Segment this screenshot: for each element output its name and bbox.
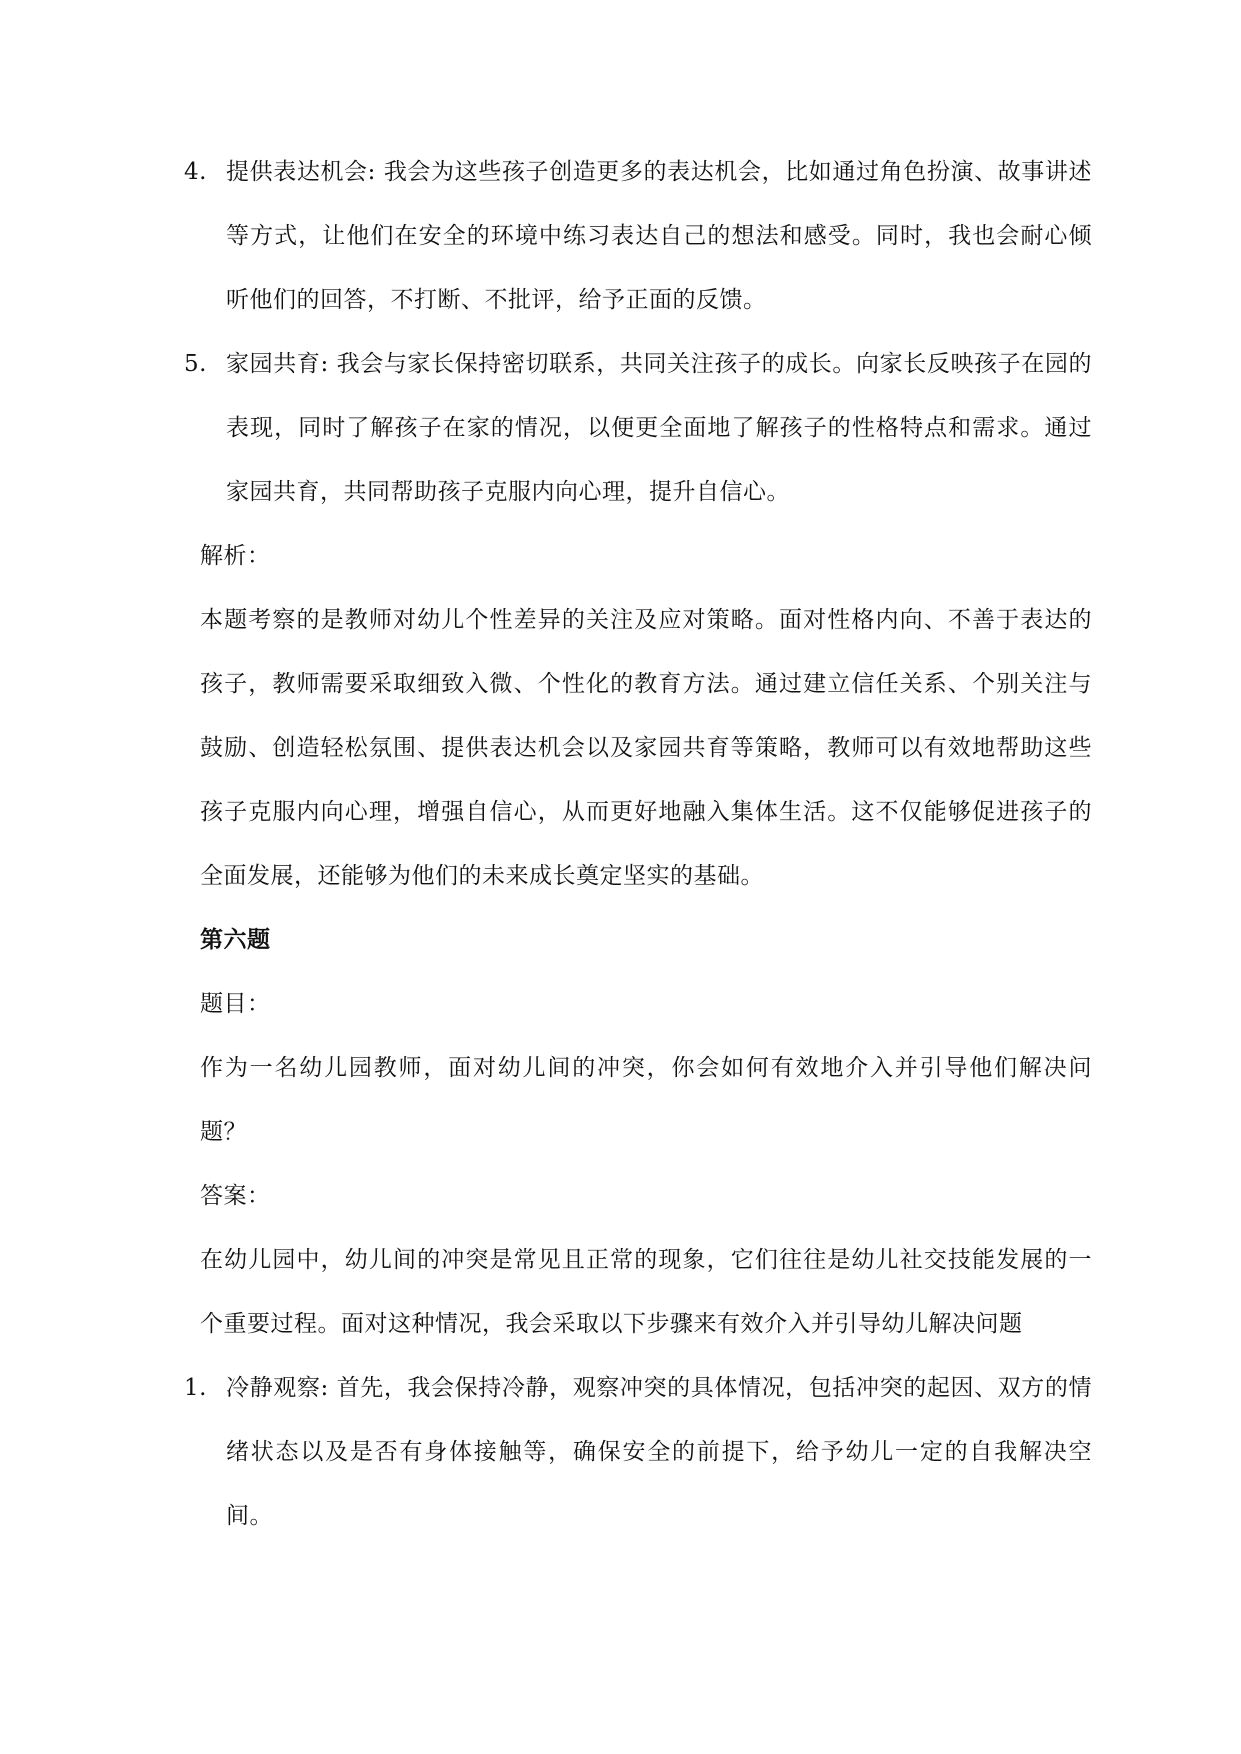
question-label: 题目： bbox=[200, 991, 271, 1017]
analysis-label: 解析： bbox=[200, 543, 271, 569]
section-heading: 第六题 bbox=[200, 926, 271, 953]
list-item-1 bbox=[184, 1356, 1092, 1548]
list-item-text: 我会为这些孩子创造更多的表达机会，比如通过角色扮演、故事讲述等方式，让他们在安全的环境中练习表达自己的想法和感受。同时，我也会耐心倾听他们的回答，不打断、不批评，给予正面的反馈。 bbox=[226, 159, 1092, 313]
list-item-text: 首先，我会保持冷静，观察冲突的具体情况，包括冲突的起因、双方的情绪状态以及是否有身体接触等，确保安全的前提下，给予幼儿一定的自我解决空间。 bbox=[226, 1375, 1092, 1529]
answer-paragraph: 在幼儿园中，幼儿间的冲突是常见且正常的现象，它们往往是幼儿社交技能发展的一个重要过程。面对这种情况，我会采取以下步骤来有效介入并引导幼儿解决问题 bbox=[200, 1247, 1092, 1337]
list-item-4 bbox=[184, 140, 1092, 332]
list-number: 4. bbox=[184, 159, 207, 185]
list-number: 5. bbox=[184, 351, 207, 377]
list-number: 1. bbox=[184, 1375, 207, 1401]
list-item-text: 我会与家长保持密切联系，共同关注孩子的成长。向家长反映孩子在园的表现，同时了解孩子在家的情况，以便更全面地了解孩子的性格特点和需求。通过家园共育，共同帮助孩子克服内向心理，提升自信心。 bbox=[226, 351, 1092, 505]
list-item-label: 提供表达机会: bbox=[226, 159, 376, 185]
answer-label: 答案： bbox=[200, 1183, 271, 1209]
question-paragraph: 作为一名幼儿园教师，面对幼儿间的冲突，你会如何有效地介入并引导他们解决问题？ bbox=[200, 1055, 1092, 1145]
document-content bbox=[184, 140, 1092, 1548]
analysis-paragraph: 本题考察的是教师对幼儿个性差异的关注及应对策略。面对性格内向、不善于表达的孩子，教师需要采取细致入微、个性化的教育方法。通过建立信任关系、个别关注与鼓励、创造轻松氛围、提供表达机会以及家园共育等策略，教师可以有效地帮助这些孩子克服内向心理，增强自信心，从而更好地融入集体生活。这不仅能够促进孩子的全面发展，还能够为他们的未来成长奠定坚实的基础。 bbox=[200, 607, 1092, 889]
list-item-label: 家园共育: bbox=[226, 351, 329, 377]
list-item-5 bbox=[184, 332, 1092, 524]
list-item-label: 冷静观察: bbox=[226, 1375, 329, 1401]
